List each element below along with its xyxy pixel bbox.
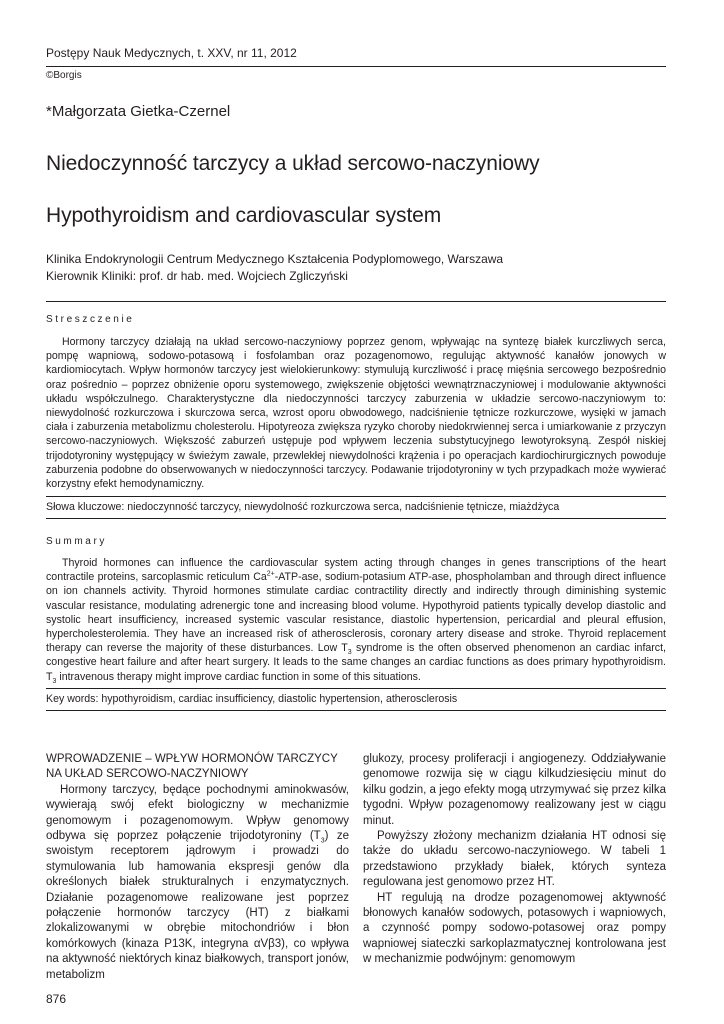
summary-divider bbox=[46, 688, 666, 689]
keywords-english-divider bbox=[46, 710, 666, 711]
streszczenie-heading: Streszczenie bbox=[46, 314, 135, 325]
body-paragraph: Powyższy złożony mechanizm działania HT odnosi się także do układu sercowo-naczyniowego. W tabeli 1 przedstawiono przykłady białek, których synteza regulowana jest genomowo przez HT. bbox=[363, 830, 666, 889]
body-paragraph: glukozy, procesy proliferacji i angiogenezy. Oddziaływanie genomowe rozwija się w ciągu kilkudziesięciu minut do kilku godzin, a jego efekty mogą utrzymywać się przez kilka tygodni. Wpływ pozagenomowy realizowany jest w ciągu minut. bbox=[363, 753, 666, 827]
title-polish: Niedoczynność tarczycy a układ sercowo-naczyniowy bbox=[46, 152, 540, 175]
body-column-right bbox=[363, 752, 666, 968]
section-heading: WPROWADZENIE – WPŁYW HORMONÓW TARCZYCY NA UKŁAD SERCOWO-NACZYNIOWY bbox=[46, 753, 338, 781]
affiliation bbox=[46, 251, 503, 285]
keywords-polish: Słowa kluczowe: niedoczynność tarczycy, niewydolność rozkurczowa serca, nadciśnienie tętnicze, miażdżyca bbox=[46, 501, 560, 513]
keywords-english: Key words: hypothyroidism, cardiac insufficiency, diastolic hypertension, atherosclerosis bbox=[46, 693, 458, 705]
body-paragraph: HT regulują na drodze pozagenomowej aktywność błonowych kanałów sodowych, potasowych i wapniowych, a czynność pompy sodowo-potasowej oraz pompy wapniowej siateczki sarkoplazmatycznej kontrolowana jest w mechanizmie podwójnym: genomowym bbox=[363, 891, 666, 966]
keywords-polish-divider bbox=[46, 518, 666, 519]
abstract-top-divider bbox=[46, 301, 666, 302]
header-divider bbox=[46, 66, 666, 67]
copyright: ©Borgis bbox=[46, 70, 82, 81]
journal-citation: Postępy Nauk Medycznych, t. XXV, nr 11, 2012 bbox=[46, 46, 297, 60]
summary-text: Thyroid hormones can influence the cardiovascular system acting through changes in genes transcriptions of the heart contractile proteins, sarcoplasmic reticulum $Ca^{2+}-ATP$-ase, sodium-potasium ATP-ase, phospholamban and through direct influence on ion channels activity. Thyroid hormones stimulate cardiac contractility directly and indirectly through diminishing systemic vascular resistance, modulating adrenergic tone and increasing blood volume. Hypothyroid patients typically develop diastolic and systolic heart insufficiency, increased systemic vascular resistance, diastolic hypertension, pericardial and pleural effusion, hypercholesterolemia. They have an increased risk of atherosclerosis, coronary artery disease and stroke. Thyroid replacement therapy can reverse the majority of these disturbances. Low $T_3$ syndrome is the often observed phenomenon an cardiac infarct, congestive heart failure and after heart surgery. It leads to the same changes an cardiac functions as does primary hypothyroidism. $T_3$ intravenous therapy might improve cardiac function in some of this situations. bbox=[46, 557, 666, 685]
title-english: Hypothyroidism and cardiovascular system bbox=[46, 204, 442, 227]
affiliation-head: Kierownik Kliniki: prof. dr hab. med. Wojciech Zgliczyński bbox=[46, 269, 348, 283]
author-name: *Małgorzata Gietka-Czernel bbox=[46, 103, 231, 120]
page-number: 876 bbox=[46, 992, 67, 1006]
body-column-left bbox=[46, 752, 349, 983]
summary-heading: Summary bbox=[46, 536, 107, 547]
streszczenie-divider bbox=[46, 496, 666, 497]
streszczenie-text: Hormony tarczycy działają na układ sercowo-naczyniowy poprzez genom, wpływając na syntezę białek kurczliwych serca, pompę wapniową, sodowo-potasową i fosfolamban oraz pozagenomowo, regulując aktywność kanałów jonowych w kardiomiocytach. Wpływ hormonów tarczycy jest wielokierunkowy: stymulują kurczliwość i pracę mięśnia sercowego bezpośrednio oraz pośrednio – poprzez obniżenie oporu systemowego, zwiększenie objętości wewnątrznaczyniowej i modulowanie aktywności układu współczulnego. Charakterystyczne dla niedoczynności tarczycy zaburzenia w układzie sercowo-naczyniowym to: niewydolność rozkurczowa i skurczowa serca, wzrost oporu obwodowego, nadciśnienie tętnicze rozkurczowe, wysięki w jamach ciała i zaburzenia metabolizmu cholesterolu. Hipotyreoza zwiększa ryzyko choroby niedokrwiennej serca i umiarkowanie z przyczyn sercowo-naczyniowych. Większość zaburzeń ustępuje pod wpływem leczenia substytucyjnego lewotyroksyną. Zespół niskiej trijodotyroniny występujący w świeżym zawale, przewlekłej niewydolności krążenia i po operacjach kardiochirurgicznych powoduje zaburzenia podobne do obserwowanych w niedoczynności tarczycy. Podawanie trijodotyroniny w tych przypadkach może wywierać korzystny efekt hemodynamiczny. bbox=[46, 336, 666, 491]
body-paragraph: Hormony tarczycy, będące pochodnymi aminokwasów, wywierają swój efekt biologiczny w mechanizmie genomowym i pozagenomowym. Wpływ genomowy odbywa się poprzez połączenie trijodotyroniny $(T_3)$ ze swoistym receptorem jądrowym i prowadzi do stymulowania lub hamowania ekspresji genów dla określonych białek strukturalnych i enzymatycznych. Działanie pozagenomowe realizowane jest poprzez połączenie hormonów tarczycy (HT) z białkami zlokalizowanymi w obrębie mitochondriów i błon komórkowych (kinaza P13K, integryna αVβ3), co wpływa na aktywność niektórych kinaz białkowych, transport jonów, metabolizm bbox=[46, 783, 350, 981]
affiliation-institution: Klinika Endokrynologii Centrum Medycznego Kształcenia Podyplomowego, Warszawa bbox=[46, 252, 504, 266]
